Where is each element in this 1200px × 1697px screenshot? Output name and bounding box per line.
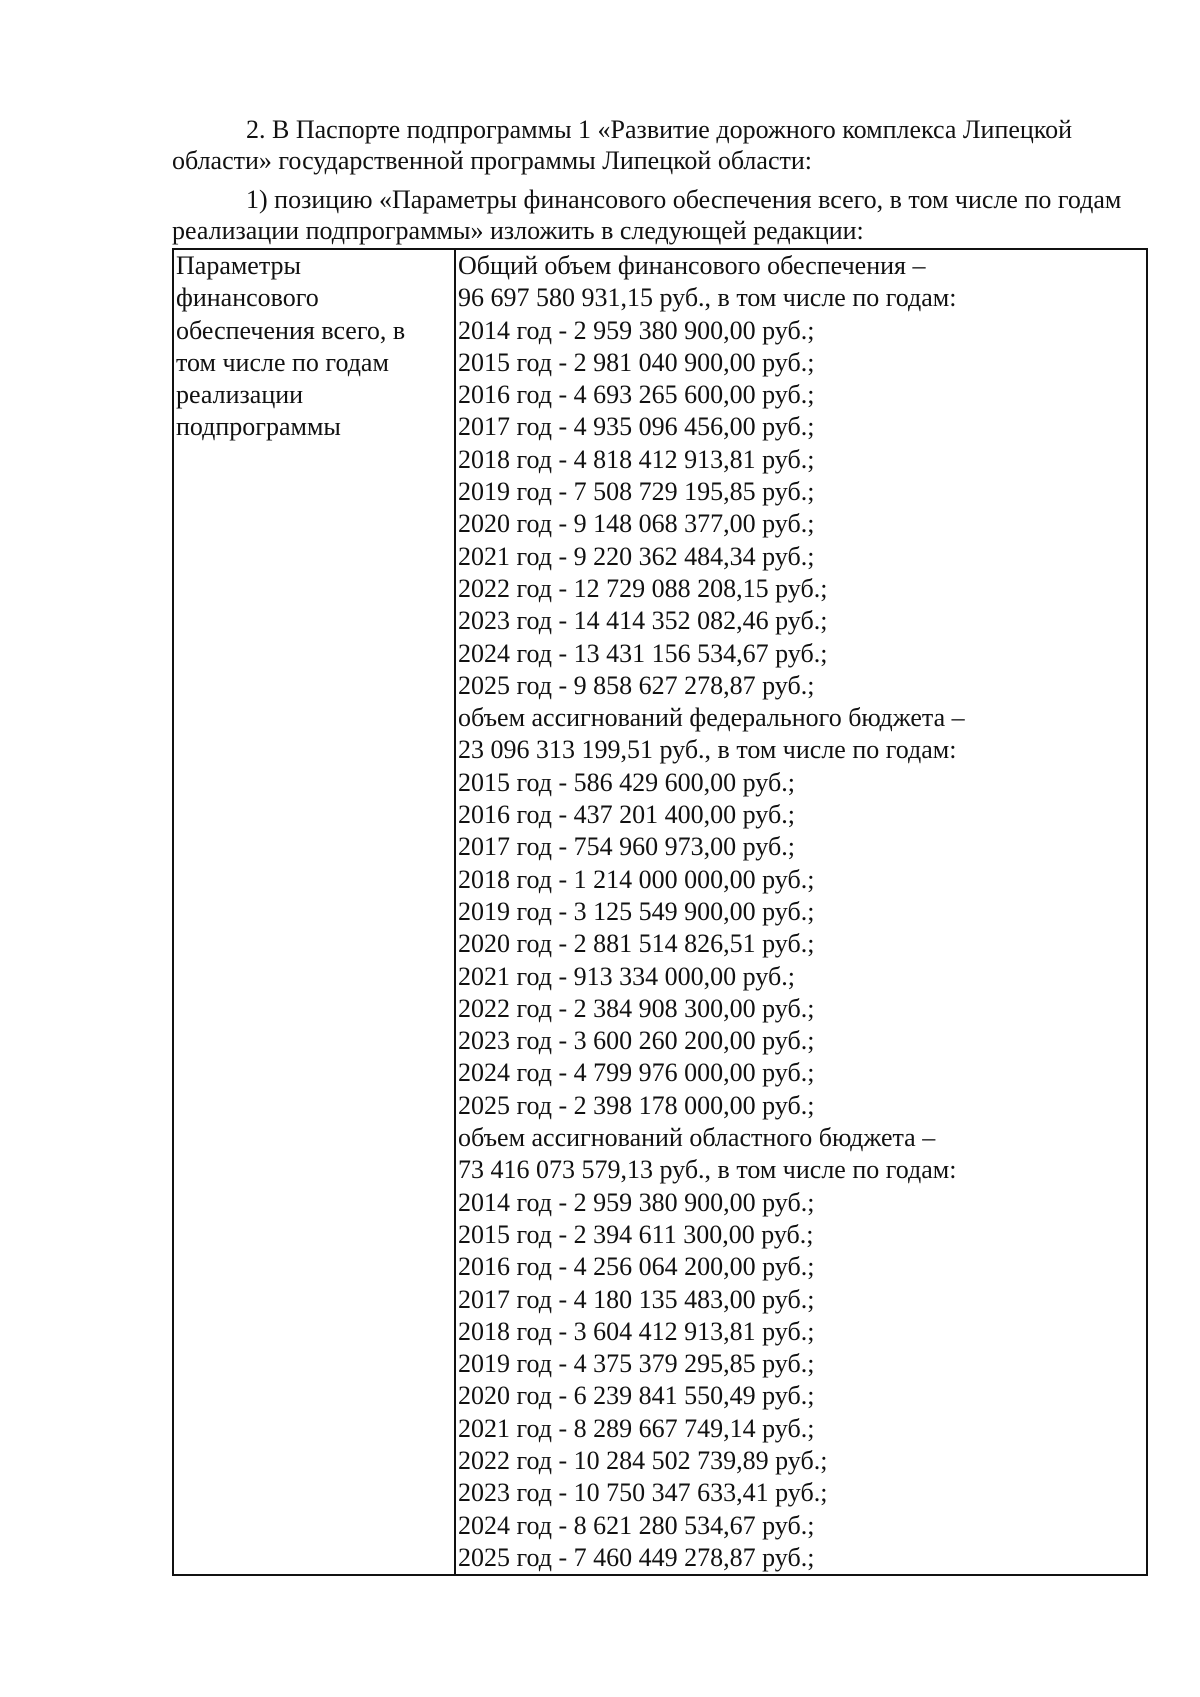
financing-line: 2016 год - 437 201 400,00 руб.;	[458, 800, 795, 830]
financing-line: 2018 год - 1 214 000 000,00 руб.;	[458, 864, 815, 894]
parameter-name-line: реализации	[176, 380, 304, 410]
financing-line: 2018 год - 4 818 412 913,81 руб.;	[458, 444, 815, 474]
table-row	[173, 249, 1147, 1575]
financing-line: 2016 год - 4 256 064 200,00 руб.;	[458, 1252, 815, 1282]
paragraph-position-instruction: 1) позицию «Параметры финансового обеспечения всего, в том числе по годам реализации подпрограммы» изложить в следующей редакции:	[172, 185, 1122, 245]
parameter-name-cell	[173, 249, 455, 1575]
financing-line: 96 697 580 931,15 руб., в том числе по годам:	[458, 283, 957, 313]
parameter-name-line: подпрограммы	[176, 412, 341, 442]
financing-line: 2021 год - 8 289 667 749,14 руб.;	[458, 1413, 815, 1443]
financing-line: 2025 год - 7 460 449 278,87 руб.;	[458, 1542, 815, 1572]
financing-line: 2022 год - 2 384 908 300,00 руб.;	[458, 993, 815, 1023]
financing-line: 2014 год - 2 959 380 900,00 руб.;	[458, 315, 815, 345]
parameter-name-line: том числе по годам	[176, 347, 389, 377]
parameter-name-lines	[176, 250, 454, 444]
financing-line: 2019 год - 4 375 379 295,85 руб.;	[458, 1349, 815, 1379]
financing-line: 2018 год - 3 604 412 913,81 руб.;	[458, 1316, 815, 1346]
financing-line: 2024 год - 4 799 976 000,00 руб.;	[458, 1058, 815, 1088]
financing-line: 2019 год - 7 508 729 195,85 руб.;	[458, 477, 815, 507]
financing-parameters-table	[172, 248, 1148, 1576]
financing-line: 2020 год - 2 881 514 826,51 руб.;	[458, 929, 815, 959]
financing-line: 2020 год - 9 148 068 377,00 руб.;	[458, 509, 815, 539]
financing-line: 73 416 073 579,13 руб., в том числе по годам:	[458, 1155, 957, 1185]
financing-line: 2024 год - 8 621 280 534,67 руб.;	[458, 1510, 815, 1540]
financing-line: 2023 год - 10 750 347 633,41 руб.;	[458, 1478, 828, 1508]
financing-line: 2025 год - 9 858 627 278,87 руб.;	[458, 670, 815, 700]
paragraph-amendment-intro: 2. В Паспорте подпрограммы 1 «Развитие дорожного комплекса Липецкой области» государственной программы Липецкой области:	[172, 115, 1073, 175]
parameter-name-line: обеспечения всего, в	[176, 315, 406, 345]
financing-line: 2021 год - 913 334 000,00 руб.;	[458, 961, 795, 991]
financing-line: 2015 год - 586 429 600,00 руб.;	[458, 767, 795, 797]
financing-line: 2016 год - 4 693 265 600,00 руб.;	[458, 380, 815, 410]
financing-line: 2014 год - 2 959 380 900,00 руб.;	[458, 1187, 815, 1217]
financing-line: 2015 год - 2 394 611 300,00 руб.;	[458, 1219, 814, 1249]
financing-line: 2022 год - 12 729 088 208,15 руб.;	[458, 573, 828, 603]
financing-line: объем ассигнований областного бюджета –	[458, 1123, 936, 1153]
financing-line: 2023 год - 3 600 260 200,00 руб.;	[458, 1026, 815, 1056]
financing-line: 2017 год - 754 960 973,00 руб.;	[458, 832, 795, 862]
financing-line: 2023 год - 14 414 352 082,46 руб.;	[458, 606, 828, 636]
financing-line: Общий объем финансового обеспечения –	[458, 251, 926, 280]
parameter-value-cell	[455, 249, 1147, 1575]
financing-line: 2022 год - 10 284 502 739,89 руб.;	[458, 1445, 828, 1475]
parameter-name-line: финансового	[176, 283, 319, 313]
financing-line: 2019 год - 3 125 549 900,00 руб.;	[458, 896, 815, 926]
financing-line: 2015 год - 2 981 040 900,00 руб.;	[458, 347, 815, 377]
financing-line: 2020 год - 6 239 841 550,49 руб.;	[458, 1381, 815, 1411]
financing-line: 2017 год - 4 180 135 483,00 руб.;	[458, 1284, 815, 1314]
financing-line: 2021 год - 9 220 362 484,34 руб.;	[458, 541, 815, 571]
financing-line: 2024 год - 13 431 156 534,67 руб.;	[458, 638, 828, 668]
financing-line: 2017 год - 4 935 096 456,00 руб.;	[458, 412, 815, 442]
financing-line: 23 096 313 199,51 руб., в том числе по годам:	[458, 735, 957, 765]
financing-line: 2025 год - 2 398 178 000,00 руб.;	[458, 1090, 815, 1120]
parameter-name-line: Параметры	[176, 251, 301, 280]
financing-line: объем ассигнований федерального бюджета –	[458, 703, 965, 733]
parameter-value-lines	[458, 250, 1146, 1574]
